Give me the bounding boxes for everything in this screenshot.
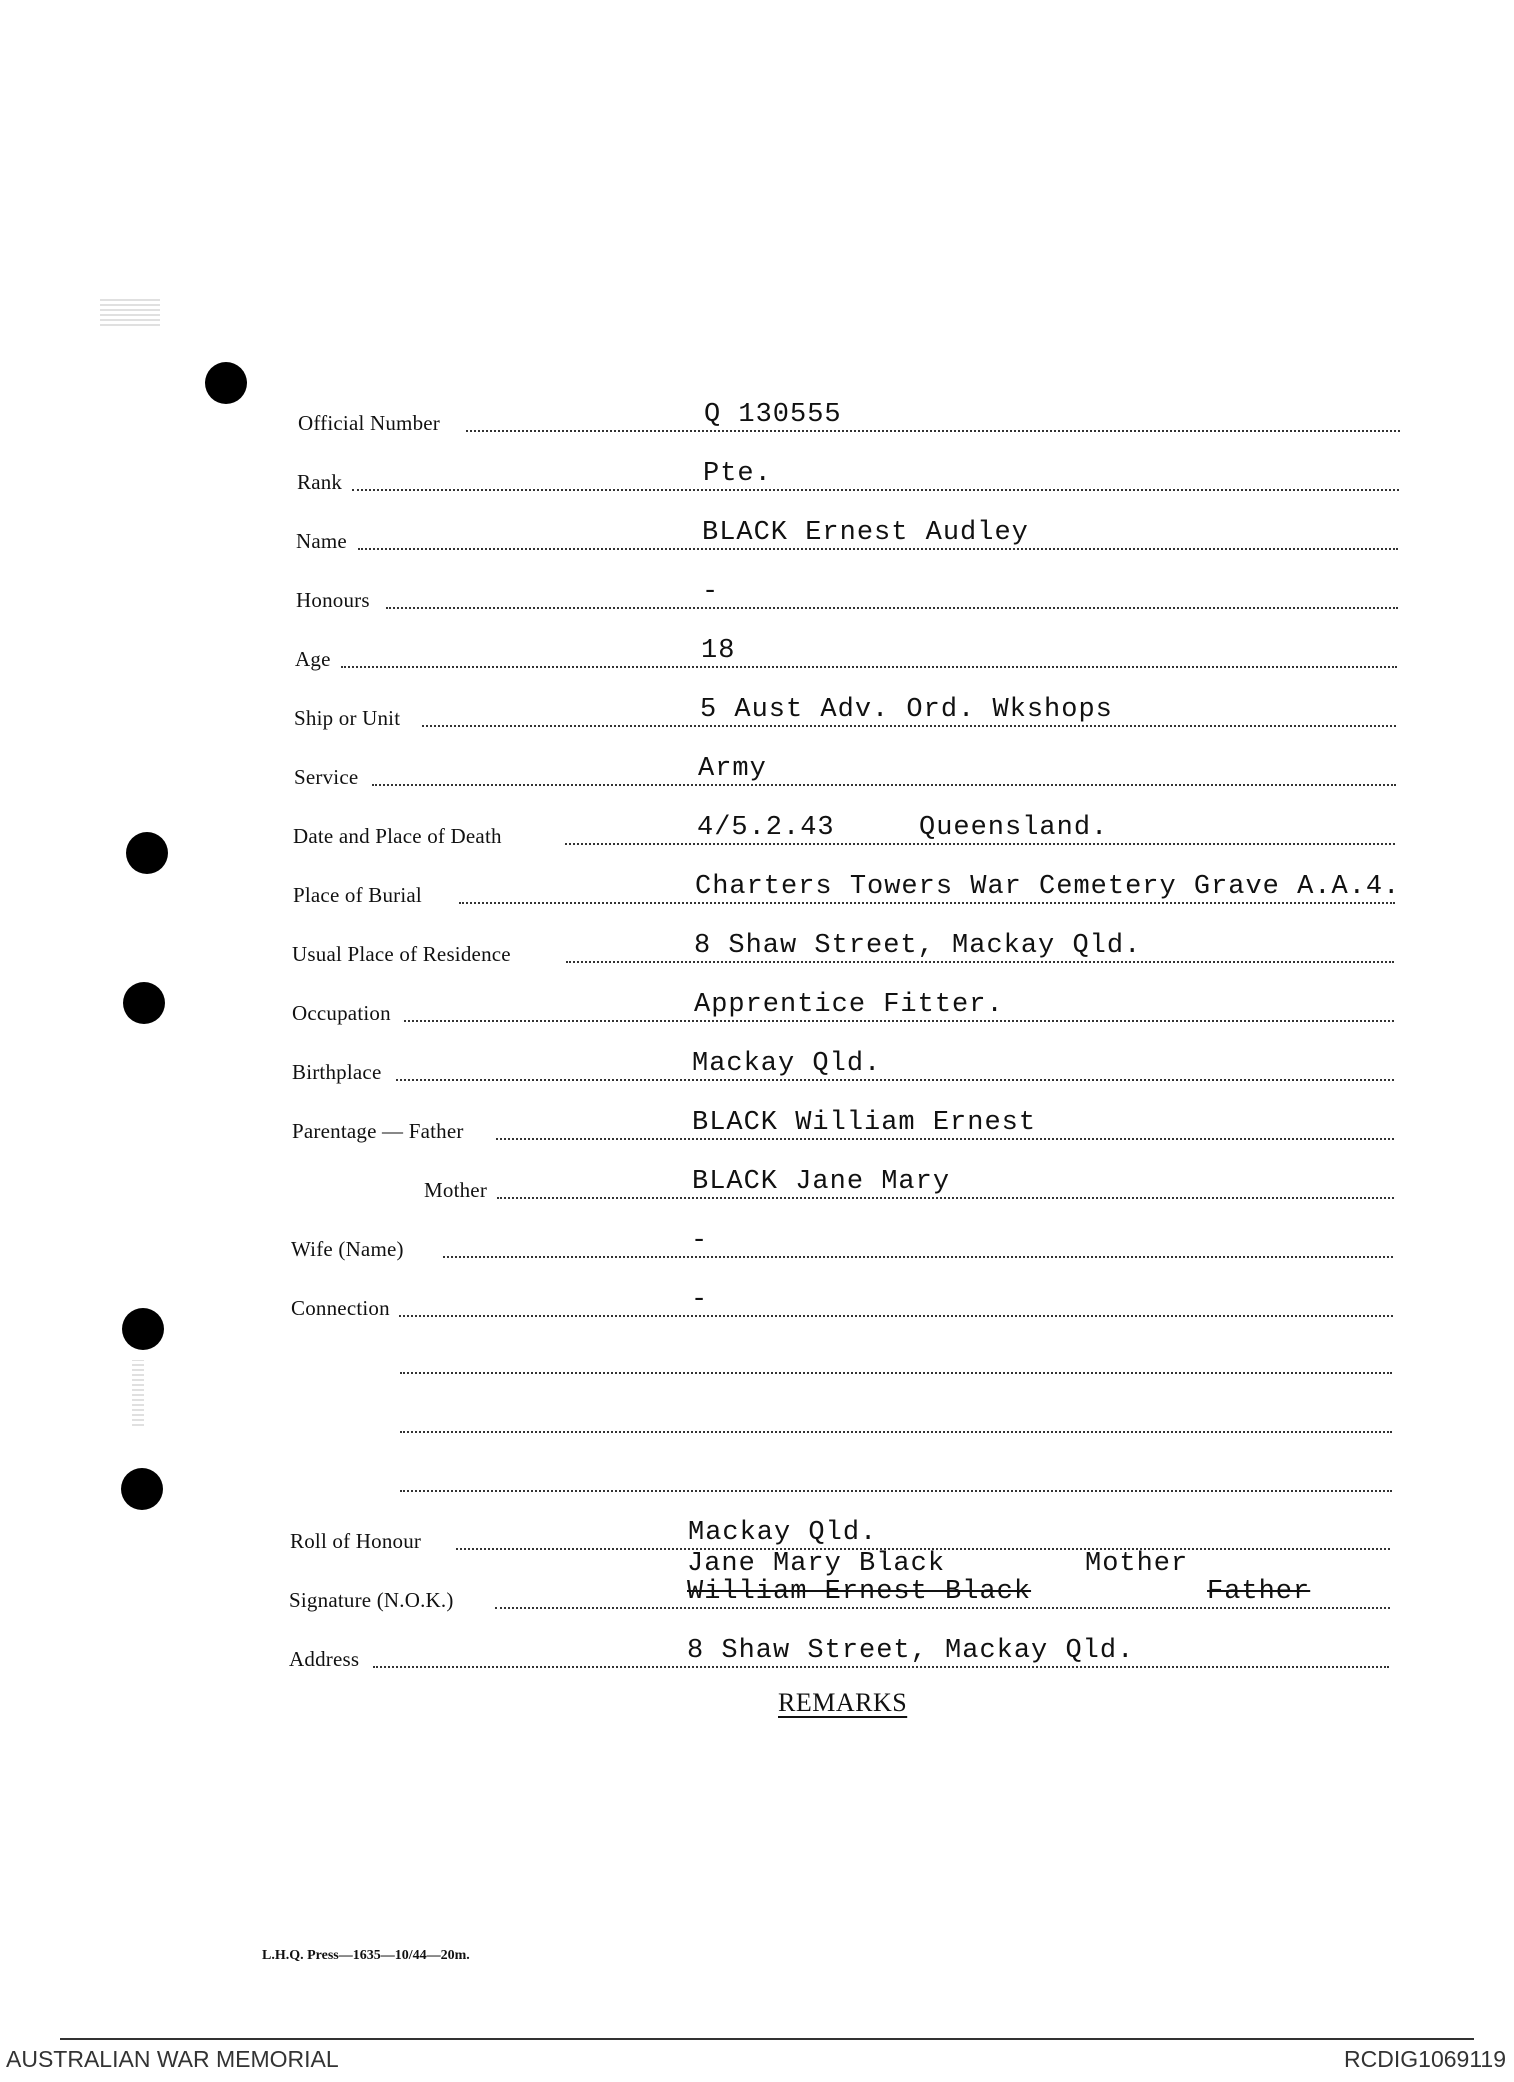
punch-hole — [126, 832, 168, 874]
field-label: Honours — [296, 588, 370, 612]
field-label: Date and Place of Death — [293, 824, 502, 848]
field-label: Official Number — [298, 411, 440, 435]
dotted-line — [399, 1315, 1393, 1317]
field-rank — [297, 459, 1399, 497]
field-value: Army — [698, 754, 767, 784]
footer-record-id: RCDIG1069119 — [1344, 2046, 1506, 2072]
field-ship-or-unit — [294, 695, 1396, 733]
field-value-date: 4/5.2.43 — [697, 813, 835, 843]
scan-smudge — [100, 296, 160, 326]
punch-hole — [123, 982, 165, 1024]
blank-line — [400, 1346, 1392, 1380]
signature-relation: Mother — [1085, 1549, 1189, 1579]
dotted-line — [565, 843, 1395, 845]
field-value: 8 Shaw Street, Mackay Qld. — [694, 931, 1142, 961]
dotted-line — [400, 1490, 1392, 1492]
signature-struck-name: William Ernest Black — [687, 1577, 1032, 1607]
field-label: Mother — [424, 1178, 488, 1202]
field-label: Age — [295, 647, 331, 671]
field-parentage-father — [292, 1108, 1394, 1146]
field-value: 5 Aust Adv. Ord. Wkshops — [700, 695, 1113, 725]
field-official-number — [298, 400, 1400, 438]
field-value: - — [691, 1226, 709, 1256]
dotted-line — [396, 1079, 1394, 1081]
remarks-heading: REMARKS — [778, 1688, 908, 1717]
dotted-line — [459, 902, 1395, 904]
field-occupation — [292, 990, 1394, 1028]
field-label: Address — [289, 1647, 360, 1671]
dotted-line — [400, 1431, 1392, 1433]
field-value: Mackay Qld. — [688, 1518, 878, 1548]
dotted-line — [422, 725, 1396, 727]
field-value: Apprentice Fitter. — [694, 990, 1004, 1020]
field-value: Pte. — [703, 459, 772, 489]
field-value: BLACK William Ernest — [692, 1108, 1037, 1138]
field-age — [295, 636, 1397, 674]
field-value-place: Queensland. — [919, 813, 1109, 843]
field-honours — [296, 577, 1398, 615]
dotted-line — [495, 1607, 1390, 1609]
field-value: Mackay Qld. — [692, 1049, 882, 1079]
dotted-line — [443, 1256, 1393, 1258]
field-date-place-of-death — [293, 813, 1395, 851]
signature-struck-relation: Father — [1207, 1577, 1311, 1607]
field-service — [294, 754, 1396, 792]
field-value: - — [691, 1285, 709, 1315]
dotted-line — [373, 1666, 1389, 1668]
field-label: Usual Place of Residence — [292, 942, 511, 966]
footer-divider — [60, 2038, 1474, 2040]
dotted-line — [358, 548, 1398, 550]
field-label: Rank — [297, 470, 343, 494]
signature-name: Jane Mary Black — [687, 1549, 946, 1579]
dotted-line — [386, 607, 1398, 609]
field-signature — [289, 1549, 1390, 1615]
dotted-line — [372, 784, 1396, 786]
field-label: Occupation — [292, 1001, 391, 1025]
field-wife — [291, 1226, 1393, 1264]
field-label: Signature (N.O.K.) — [289, 1588, 454, 1612]
field-label: Birthplace — [292, 1060, 382, 1084]
field-label: Parentage — Father — [292, 1119, 464, 1143]
field-label: Service — [294, 765, 359, 789]
punch-hole — [205, 362, 247, 404]
field-label: Ship or Unit — [294, 706, 401, 730]
blank-line — [400, 1464, 1392, 1498]
punch-hole — [121, 1468, 163, 1510]
field-value: - — [702, 577, 720, 607]
field-parentage-mother — [292, 1167, 1394, 1205]
field-usual-residence — [292, 931, 1394, 969]
field-label: Roll of Honour — [290, 1529, 422, 1553]
dotted-line — [466, 430, 1400, 432]
blank-line — [400, 1405, 1392, 1439]
footer-institution: AUSTRALIAN WAR MEMORIAL — [6, 2046, 339, 2072]
dotted-line — [400, 1372, 1392, 1374]
punch-hole — [122, 1308, 164, 1350]
dotted-line — [497, 1197, 1394, 1199]
field-label: Wife (Name) — [291, 1237, 404, 1261]
press-note: L.H.Q. Press—1635—10/44—20m. — [262, 1948, 470, 1963]
dotted-line — [352, 489, 1399, 491]
field-value: BLACK Jane Mary — [692, 1167, 951, 1197]
field-value: Charters Towers War Cemetery Grave A.A.4. — [695, 872, 1401, 902]
field-birthplace — [292, 1049, 1394, 1087]
dotted-line — [404, 1020, 1394, 1022]
field-label: Connection — [291, 1296, 390, 1320]
field-place-of-burial — [293, 872, 1401, 910]
field-label: Name — [296, 529, 347, 553]
field-value: Q 130555 — [704, 400, 842, 430]
field-value: 8 Shaw Street, Mackay Qld. — [687, 1636, 1135, 1666]
scan-smudge — [132, 1360, 144, 1426]
field-connection — [291, 1285, 1393, 1323]
dotted-line — [566, 961, 1394, 963]
dotted-line — [496, 1138, 1394, 1140]
field-address — [289, 1636, 1389, 1674]
field-label: Place of Burial — [293, 883, 422, 907]
field-value: 18 — [701, 636, 736, 666]
dotted-line — [341, 666, 1397, 668]
field-value: BLACK Ernest Audley — [702, 518, 1029, 548]
field-name — [296, 518, 1398, 556]
